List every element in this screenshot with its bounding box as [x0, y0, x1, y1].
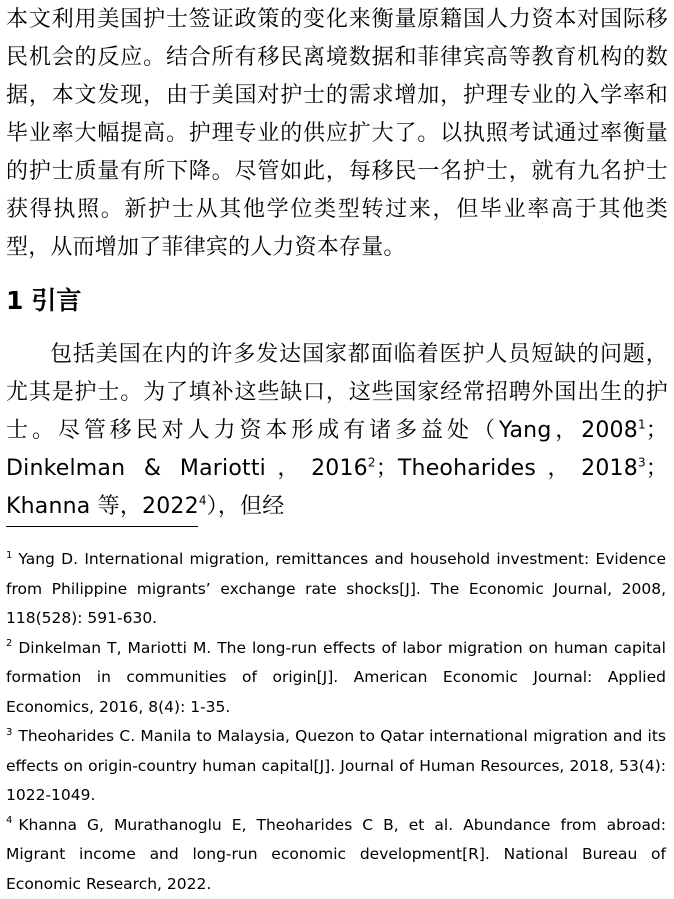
intro-text-part: 包括美国在内的许多发达国家都面临着医护人员短缺的问题，尤其是护士。为了填补这些缺口，这些国家经常招聘外国出生的护士。尽管移民对人力资本形成有诸多益处（Yang，2008	[6, 342, 668, 443]
section-number: 1	[6, 286, 23, 315]
footnote-2	[6, 634, 666, 723]
footnote-1	[6, 545, 666, 634]
footnote-3	[6, 722, 666, 811]
abstract-paragraph: 本文利用美国护士签证政策的变化来衡量原籍国人力资本对国际移民机会的反应。结合所有移民离境数据和菲律宾高等教育机构的数据，本文发现，由于美国对护士的需求增加，护理专业的入学率和毕业率大幅提高。护理专业的供应扩大了。以执照考试通过率衡量的护士质量有所下降。尽管如此，每移民一名护士，就有九名护士获得执照。新护士从其他学位类型转过来，但毕业率高于其他类型，从而增加了菲律宾的人力资本存量。	[6, 1, 668, 267]
intro-text-part: ），但经	[207, 494, 285, 519]
footnote-number: 3	[6, 727, 12, 738]
intro-paragraph	[6, 336, 668, 526]
intro-text-part: ；Dinkelman & Mariotti，2016	[6, 418, 668, 481]
footnote-ref-3[interactable]: 3	[638, 456, 646, 470]
footnote-number: 1	[6, 550, 12, 561]
intro-text-part: ；Theoharides，2018	[376, 456, 638, 481]
footnote-number: 2	[6, 638, 12, 649]
footnote-text: Khanna G, Murathanoglu E, Theoharides C B, et al. Abundance from abroad: Migrant income and long-run economic development[R]. National Bureau of Economic Research, 2022.	[6, 816, 666, 893]
footnote-text: Dinkelman T, Mariotti M. The long-run effects of labor migration on human capital formation in communities of origin[J]. American Economic Journal: Applied Economics, 2016, 8(4): 1-35.	[6, 639, 666, 716]
footnotes-section	[6, 545, 666, 899]
footnote-ref-1[interactable]: 1	[638, 418, 646, 432]
footnote-text: Theoharides C. Manila to Malaysia, Quezon to Qatar international migration and its effects on origin-country human capital[J]. Journal of Human Resources, 2018, 53(4): 1022-1049.	[6, 727, 666, 804]
section-heading	[6, 281, 81, 321]
footnote-text: Yang D. International migration, remittances and household investment: Evidence from Philippine migrants’ exchange rate shocks[J]. The Economic Journal, 2008, 118(528): 591-630.	[6, 550, 666, 627]
footnote-ref-2[interactable]: 2	[368, 456, 376, 470]
footnote-number: 4	[6, 815, 12, 826]
footnote-ref-4[interactable]: 4	[199, 494, 207, 508]
footnote-divider	[6, 526, 198, 527]
section-title: 引言	[31, 286, 81, 315]
intro-text-part: ；Khanna 等，2022	[6, 456, 668, 519]
footnote-4	[6, 811, 666, 899]
